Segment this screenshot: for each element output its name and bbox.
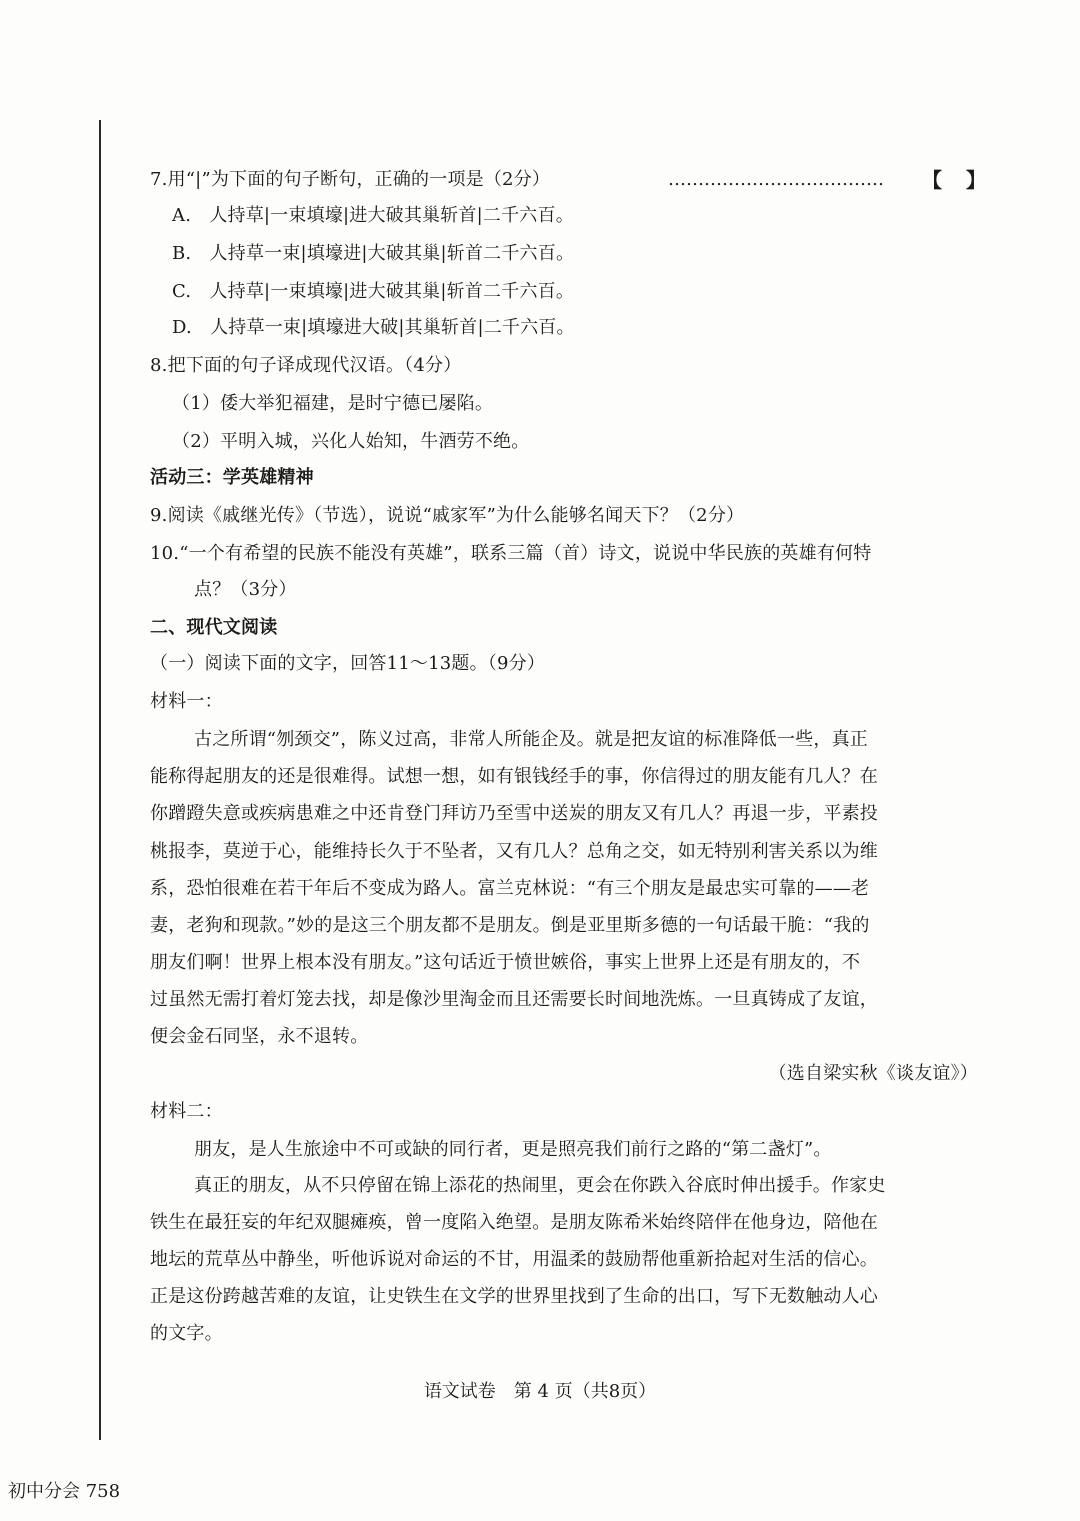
question-8-item-1: （1）倭大举犯福建，是时宁德已屡陷。 [172, 393, 494, 414]
question-7-option-d: D. 人持草一束|填壕进大破|其巢斩首|二千六百。 [172, 317, 575, 338]
material-1-line: 你蹭蹬失意或疾病患难之中还肯登门拜访乃至雪中送炭的朋友又有几人？再退一步，平素投 [150, 803, 878, 824]
page-footer: 语文试卷 第 4 页（共8页） [423, 1381, 657, 1402]
material-1-line: 系，恐怕很难在若干年后不变成为路人。富兰克林说：“有三个朋友是最忠实可靠的——老 [150, 878, 870, 899]
question-7-option-a: A. 人持草|一束填壕|进大破其巢斩首|二千六百。 [172, 205, 574, 226]
question-8-stem: 8.把下面的句子译成现代汉语。（4分） [150, 355, 462, 376]
material-1-line: 桃报李，莫逆于心，能维持长久于不坠者，又有几人？总角之交，如无特别利害关系以为维 [150, 841, 878, 862]
answer-bracket-left: 【 [922, 168, 942, 192]
section-2-heading: 二、现代文阅读 [150, 617, 278, 638]
question-7-option-b: B. 人持草一束|填壕进|大破其巢|斩首二千六百。 [172, 243, 575, 264]
material-2-line: 铁生在最狂妄的年纪双腿瘫痪，曾一度陷入绝望。是朋友陈希米始终陪伴在他身边，陪他在 [150, 1212, 878, 1233]
question-7-stem: 7.用“|”为下面的句子断句，正确的一项是（2分） [150, 169, 551, 190]
question-10-line-2: 点？（3分） [194, 579, 297, 600]
material-1-label: 材料一： [150, 691, 223, 712]
question-9: 9.阅读《戚继光传》（节选），说说“戚家军”为什么能够名闻天下？（2分） [150, 505, 745, 526]
material-1-line: 妻，老狗和现款。”妙的是这三个朋友都不是朋友。倒是亚里斯多德的一句话最干脆：“我的 [150, 915, 870, 936]
material-1-line: 过虽然无需打着灯笼去找，却是像沙里淘金而且还需要长时间地洗炼。一旦真铸成了友谊， [150, 989, 878, 1010]
material-1-source: （选自梁实秋《谈友谊》） [768, 1063, 978, 1084]
answer-bracket-right: 】 [966, 168, 986, 192]
question-7-option-c: C. 人持草|一束填壕|进大破其巢|斩首二千六百。 [172, 281, 575, 302]
question-7-dots: ……………………………… [668, 169, 884, 190]
material-2-line: 的文字。 [150, 1323, 223, 1344]
material-2-line: 真正的朋友，从不只停留在锦上添花的热闹里，更会在你跌入谷底时伸出援手。作家史 [194, 1175, 886, 1196]
material-2-line: 正是这份跨越苦难的友谊，让史铁生在文学的世界里找到了生命的出口，写下无数触动人心 [150, 1286, 878, 1307]
activity-3-heading: 活动三：学英雄精神 [150, 467, 314, 488]
material-1-line: 能称得起朋友的还是很难得。试想一想，如有银钱经手的事，你信得过的朋友能有几人？在 [150, 766, 878, 787]
material-1-line: 便会金石同坚，永不退转。 [150, 1026, 369, 1047]
material-1-line: 朋友们啊！世界上根本没有朋友。”这句话近于愤世嫉俗，事实上世界上还是有朋友的，不 [150, 952, 861, 973]
material-2-line: 地坛的荒草丛中静坐，听他诉说对命运的不甘，用温柔的鼓励帮他重新拾起对生活的信心。 [150, 1249, 878, 1270]
question-10-line-1: 10.“一个有希望的民族不能没有英雄”，联系三篇（首）诗文，说说中华民族的英雄有何特 [150, 543, 872, 564]
material-2-line: 朋友，是人生旅途中不可或缺的同行者，更是照亮我们前行之路的“第二盏灯”。 [194, 1139, 832, 1160]
subsection-1-heading: （一）阅读下面的文字，回答11～13题。（9分） [150, 653, 546, 674]
question-8-item-2: （2）平明入城，兴化人始知，牛酒劳不绝。 [172, 431, 530, 452]
material-2-label: 材料二： [150, 1101, 223, 1122]
material-1-line: 古之所谓“刎颈交”，陈义过高，非常人所能企及。就是把友谊的标准降低一些，真正 [194, 729, 869, 750]
corner-watermark: 初中分会 758 [8, 1481, 121, 1502]
